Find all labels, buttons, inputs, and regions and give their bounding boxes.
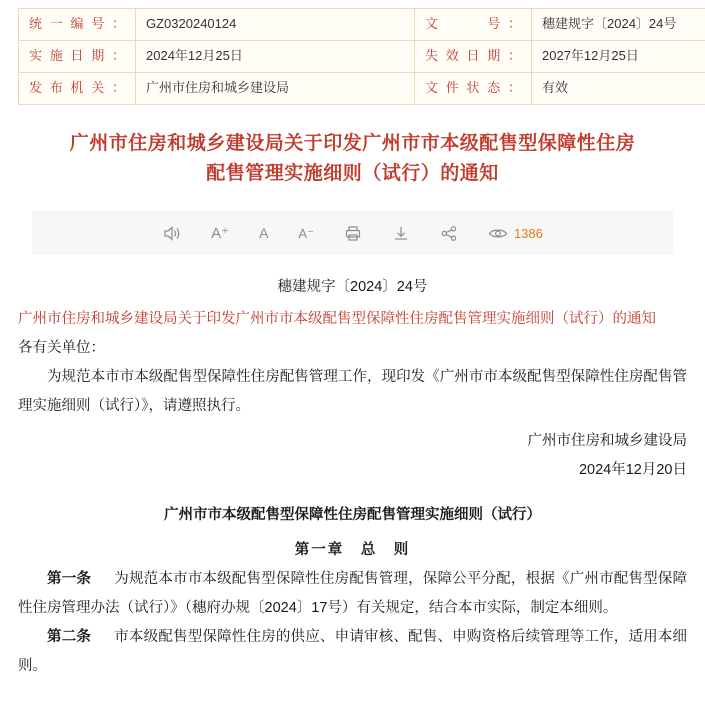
document-number: 穗建规字〔2024〕24号 (277, 279, 428, 296)
table-row (19, 72, 705, 104)
section-title: 广州市市本级配售型保障性住房配售管理实施细则（试行） (164, 507, 541, 523)
signature-authority: 广州市住房和城乡建设局 (527, 433, 687, 449)
view-count-value: 1386 (513, 225, 543, 241)
article-2 (18, 623, 687, 681)
meta-label-unified-number: 统一编号： (19, 9, 136, 41)
download-icon[interactable] (392, 225, 410, 242)
meta-value-expiry-date: 2027年12月25日 (532, 40, 705, 72)
font-increase-icon[interactable]: A⁺ (211, 224, 230, 242)
font-normal-icon[interactable]: A (259, 225, 269, 242)
article-2-text: 市本级配售型保障性住房的供应、申请审核、配售、申购资格后续管理等工作，适用本细则。 (18, 629, 688, 674)
article-1-label: 第一条 (47, 571, 92, 587)
metadata-table (18, 8, 705, 105)
meta-value-doc-number: 穗建规字〔2024〕24号 (532, 9, 705, 41)
document-meta-section (0, 0, 705, 105)
meta-value-status: 有效 (532, 72, 705, 104)
salutation: 各有关单位： (18, 340, 105, 356)
chapter-heading: 第一章 总 则 (294, 542, 411, 558)
meta-label-expiry-date: 失效日期： (415, 40, 532, 72)
font-decrease-icon[interactable]: A⁻ (298, 225, 314, 241)
meta-value-unified-number: GZ0320240124 (136, 9, 415, 41)
page-title (40, 129, 665, 190)
meta-value-effective-date: 2024年12月25日 (136, 40, 415, 72)
article-1-text: 为规范本市市本级配售型保障性住房配售管理，保障公平分配，根据《广州市配售型保障性住房管理办法（试行）》（穗府办规〔2024〕17号）有关规定，结合本市实际，制定本细则。 (18, 571, 688, 616)
meta-label-status: 文件状态： (415, 72, 532, 104)
document-body (18, 273, 687, 681)
page-title-line-2: 配售管理实施细则（试行）的通知 (206, 163, 499, 185)
table-row (19, 40, 705, 72)
table-row (19, 9, 705, 41)
share-icon[interactable] (440, 225, 458, 242)
page-title-line-1: 广州市住房和城乡建设局关于印发广州市市本级配售型保障性住房 (69, 132, 636, 154)
views-icon (488, 226, 508, 241)
meta-label-effective-date: 实施日期： (19, 40, 136, 72)
article-2-label: 第二条 (47, 629, 92, 645)
article-1 (18, 565, 687, 623)
paragraph-1: 为规范本市市本级配售型保障性住房配售管理工作，现印发《广州市市本级配售型保障性住房配售管理实施细则（试行）》，请遵照执行。 (18, 369, 687, 414)
meta-label-issuing-authority: 发布机关： (19, 72, 136, 104)
print-icon[interactable] (344, 225, 362, 242)
signature-date: 2024年12月20日 (578, 462, 687, 478)
meta-label-doc-number: 文 号： (415, 9, 532, 41)
speaker-icon[interactable] (162, 225, 181, 242)
view-count (488, 226, 543, 241)
document-toolbar (32, 211, 673, 255)
notice-heading: 广州市住房和城乡建设局关于印发广州市市本级配售型保障性住房配售管理实施细则（试行）的通知 (18, 311, 656, 328)
meta-value-issuing-authority: 广州市住房和城乡建设局 (136, 72, 415, 104)
